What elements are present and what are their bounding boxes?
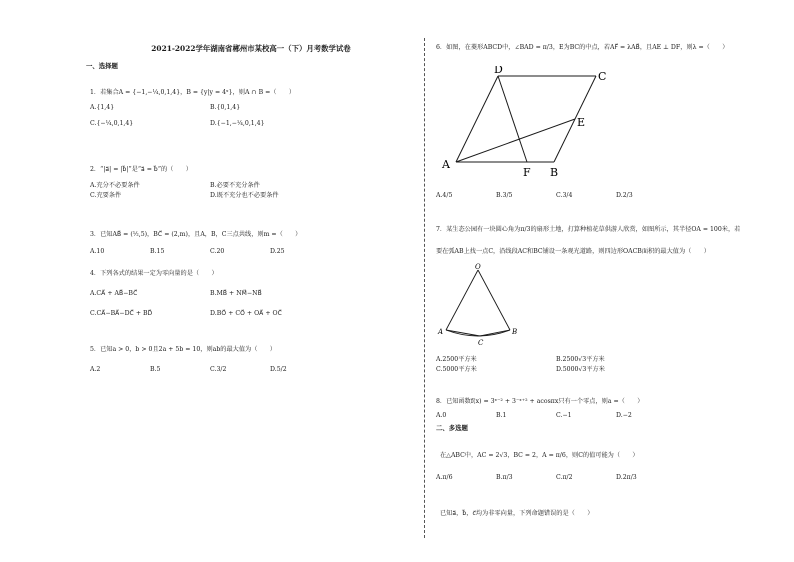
question-9-option-a: A.π/6 xyxy=(436,474,453,481)
question-9-option-b: B.π/3 xyxy=(496,474,513,481)
question-8-option-d: D.−2 xyxy=(616,412,632,419)
question-6-option-b: B.3/5 xyxy=(496,192,513,199)
question-1-stem: 1．若集合A = {−1,−¼,0,1,4}，B = {y|y = 4ˣ}，则A ∩ B =（ ） xyxy=(90,89,296,96)
right-column xyxy=(436,0,776,562)
question-8-option-c: C.−1 xyxy=(556,412,572,419)
arc-ab xyxy=(446,330,510,336)
label-sector-b: B xyxy=(512,328,518,336)
question-4-stem: 4．下列各式的结果一定为零向量的是（ ） xyxy=(90,270,218,277)
question-6-option-c: C.3/4 xyxy=(556,192,573,199)
question-6-option-d: D.2/3 xyxy=(616,192,633,199)
section-multiple-choice: 二、多选题 xyxy=(436,424,468,432)
rhombus-lines xyxy=(456,76,596,162)
question-7-option-a: A.2500平方米 xyxy=(436,356,477,363)
label-e: E xyxy=(577,116,586,129)
label-b: B xyxy=(550,166,559,179)
segment-df xyxy=(498,76,527,162)
question-4-option-c: C.CA⃗−BA⃗−DC⃗ + BD⃗ xyxy=(90,310,153,317)
question-5-option-b: B.5 xyxy=(150,366,161,373)
question-7-option-c: C.5000平方米 xyxy=(436,366,477,373)
question-3-option-c: C.20 xyxy=(210,248,225,255)
question-2-option-a: A.充分不必要条件 xyxy=(90,182,140,189)
left-column xyxy=(86,0,416,562)
question-8-option-b: B.1 xyxy=(496,412,507,419)
question-2-option-c: C.充要条件 xyxy=(90,192,122,199)
page-title: 2021-2022学年湖南省郴州市某校高一（下）月考数学试卷 xyxy=(151,44,351,53)
question-2-option-b: B.必要不充分条件 xyxy=(210,182,260,189)
question-6-stem: 6．如图，在菱形ABCD中，∠BAD = π/3，E为BC的中点，若AF⃗ = λAB⃗，且AE ⊥ DF，则λ =（ ） xyxy=(436,44,729,51)
question-5-option-c: C.3/2 xyxy=(210,366,227,373)
question-9-stem: 在△ABC中，AC = 2√3，BC = 2，A = π/6，则C的值可能为（ ） xyxy=(440,452,639,459)
question-5-option-a: A.2 xyxy=(90,366,101,373)
question-3-stem: 3．已知AB⃗ = (½,5)，BC⃗ = (2,m)，且A，B，C三点共线，则m =（ ） xyxy=(90,231,302,238)
question-7-option-d: D.5000√3平方米 xyxy=(556,366,605,373)
radius-ob xyxy=(478,270,510,330)
question-4-option-a: A.CA⃗ + AB⃗−BC⃗ xyxy=(90,290,138,297)
question-3-option-d: D.25 xyxy=(270,248,285,255)
label-sector-c: C xyxy=(478,339,484,346)
label-f: F xyxy=(523,166,531,179)
question-2-option-d: D.既不充分也不必要条件 xyxy=(210,192,279,199)
sector-figure xyxy=(436,262,526,346)
label-a: A xyxy=(442,158,450,171)
question-6-option-a: A.4/5 xyxy=(436,192,453,199)
question-7-stem-line1: 7．某生态公园有一块圆心角为π/3的扇形土地，打算种植花草供游人欣赏，如图所示，其半径OA = 100米，若 xyxy=(436,226,741,233)
question-4-option-d: D.BO⃗ + CO⃗ + OA⃗ + OC⃗ xyxy=(210,310,282,317)
question-1-option-c: C.{−¼,0,1,4} xyxy=(90,120,134,127)
question-7-option-b: B.2500√3平方米 xyxy=(556,356,605,363)
label-sector-a: A xyxy=(438,328,444,336)
radius-oa xyxy=(446,270,478,330)
question-5-stem: 5．已知a > 0，b > 0且2a + 5b = 10，则ab的最大值为（ ） xyxy=(90,346,276,353)
question-3-option-a: A.10 xyxy=(90,248,105,255)
question-9-option-c: C.π/2 xyxy=(556,474,573,481)
question-10-stem: 已知a⃗，b⃗，c⃗均为非零向量，下列命题错误的是（ ） xyxy=(440,510,594,517)
question-8-option-a: A.0 xyxy=(436,412,447,419)
section-single-choice: 一、选择题 xyxy=(86,62,118,70)
question-9-option-d: D.2π/3 xyxy=(616,474,637,481)
label-d: D xyxy=(494,66,503,76)
question-1-option-a: A.{1,4} xyxy=(90,104,115,111)
question-4-option-b: B.MB⃗ + NM⃗−NB⃗ xyxy=(210,290,262,297)
question-5-option-d: D.5/2 xyxy=(270,366,287,373)
question-3-option-b: B.15 xyxy=(150,248,165,255)
label-c: C xyxy=(598,70,607,83)
question-1-option-d: D.{−1,−¼,0,1,4} xyxy=(210,120,265,127)
question-8-stem: 8．已知函数f(x) = 3ˣ⁻² + 3⁻ˣ⁺² + acosπx只有一个零点，则a =（ ） xyxy=(436,398,644,405)
label-o: O xyxy=(475,263,481,271)
segment-cb xyxy=(480,330,510,336)
question-7-stem-line2: 要在弧AB上找一点C，沿线段AC和BC铺设一条观光道路，则四边形OACB面积的最大值为（ ） xyxy=(436,248,710,255)
question-1-option-b: B.{0,1,4} xyxy=(210,104,241,111)
column-divider xyxy=(424,38,425,538)
rhombus-figure xyxy=(436,66,616,182)
question-2-stem: 2．“|a⃗| = |b⃗|”是“a⃗ = b⃗”的（ ） xyxy=(90,166,192,173)
